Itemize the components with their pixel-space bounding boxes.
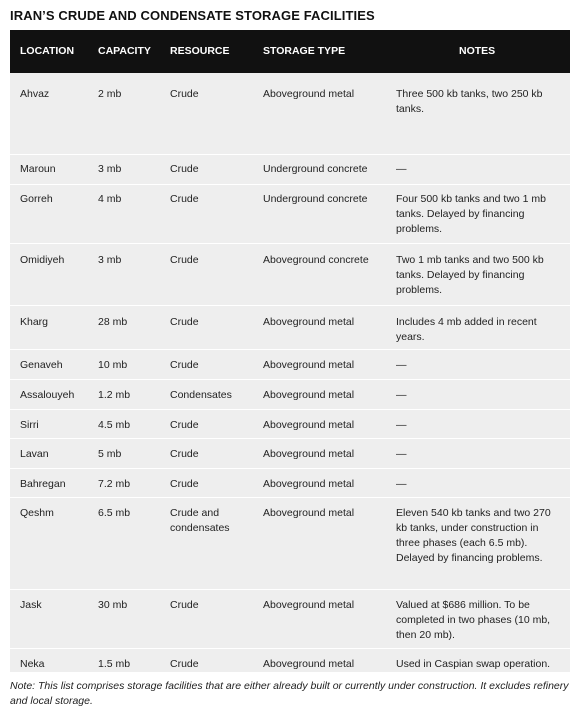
cell-notes: —	[396, 478, 407, 490]
table-row	[10, 410, 570, 439]
storage-facilities-table	[10, 30, 570, 672]
cell-capacity: 1.2 mb	[98, 389, 131, 401]
cell-capacity: 3 mb	[98, 163, 122, 175]
cell-notes: —	[396, 419, 407, 431]
cell-resource: Crude	[170, 316, 199, 328]
cell-location: Qeshm	[20, 507, 54, 519]
cell-notes: Four 500 kb tanks and two 1 mb tanks. Delayed by financing problems.	[396, 193, 546, 235]
cell-location: Omidiyeh	[20, 254, 65, 266]
cell-resource: Crude	[170, 254, 199, 266]
cell-capacity: 4.5 mb	[98, 419, 131, 431]
cell-capacity: 10 mb	[98, 359, 128, 371]
cell-resource: Crude	[170, 448, 199, 460]
cell-location: Kharg	[20, 316, 49, 328]
cell-location: Sirri	[20, 419, 39, 431]
cell-resource: Crude	[170, 163, 199, 175]
table-row	[10, 244, 570, 306]
cell-storage-type: Underground concrete	[263, 193, 368, 205]
cell-notes: Used in Caspian swap operation.	[396, 658, 551, 670]
cell-capacity: 5 mb	[98, 448, 122, 460]
header-storage-type: STORAGE TYPE	[263, 45, 346, 57]
table-title: IRAN’S CRUDE AND CONDENSATE STORAGE FACILITIES	[10, 8, 375, 23]
header-notes: NOTES	[459, 45, 496, 57]
table-row	[10, 469, 570, 498]
cell-location: Lavan	[20, 448, 49, 460]
header-location: LOCATION	[20, 45, 75, 57]
cell-location: Jask	[20, 599, 42, 611]
cell-resource: Crude	[170, 359, 199, 371]
cell-storage-type: Aboveground metal	[263, 359, 355, 371]
cell-storage-type: Aboveground concrete	[263, 254, 369, 266]
table-row	[10, 306, 570, 350]
cell-capacity: 1.5 mb	[98, 658, 131, 670]
cell-capacity: 7.2 mb	[98, 478, 131, 490]
cell-storage-type: Aboveground metal	[263, 316, 355, 328]
cell-notes: Valued at $686 million. To be completed in two phases (10 mb, then 20 mb).	[396, 599, 551, 641]
cell-resource: Crude	[170, 478, 199, 490]
cell-location: Gorreh	[20, 193, 53, 205]
header-capacity: CAPACITY	[98, 45, 151, 57]
cell-resource: Crude	[170, 193, 199, 205]
table-header-row	[10, 30, 570, 73]
table-row	[10, 73, 570, 155]
cell-location: Genaveh	[20, 359, 63, 371]
table-row	[10, 498, 570, 590]
cell-capacity: 28 mb	[98, 316, 128, 328]
cell-capacity: 3 mb	[98, 254, 122, 266]
cell-notes: Includes 4 mb added in recent years.	[396, 316, 537, 343]
cell-notes: —	[396, 163, 407, 175]
cell-resource: Crude	[170, 88, 199, 100]
cell-capacity: 2 mb	[98, 88, 122, 100]
cell-notes: —	[396, 448, 407, 460]
cell-capacity: 30 mb	[98, 599, 128, 611]
table-footnote: Note: This list comprises storage facilities that are either already built or currently under construction. It excludes refinery and local storage.	[10, 680, 569, 707]
table-row	[10, 649, 570, 672]
cell-storage-type: Aboveground metal	[263, 599, 355, 611]
table-row	[10, 439, 570, 469]
table-row	[10, 590, 570, 649]
table-row	[10, 350, 570, 380]
cell-notes: Two 1 mb tanks and two 500 kb tanks. Delayed by financing problems.	[396, 254, 544, 296]
cell-storage-type: Aboveground metal	[263, 88, 355, 100]
cell-storage-type: Aboveground metal	[263, 448, 355, 460]
cell-capacity: 4 mb	[98, 193, 122, 205]
cell-location: Maroun	[20, 163, 56, 175]
cell-storage-type: Underground concrete	[263, 163, 368, 175]
table-row	[10, 155, 570, 185]
cell-storage-type: Aboveground metal	[263, 478, 355, 490]
header-resource: RESOURCE	[170, 45, 230, 57]
cell-storage-type: Aboveground metal	[263, 419, 355, 431]
cell-resource: Crude	[170, 419, 199, 431]
cell-notes: Three 500 kb tanks, two 250 kb tanks.	[396, 88, 543, 115]
cell-capacity: 6.5 mb	[98, 507, 131, 519]
cell-resource: Crude	[170, 599, 199, 611]
table-row	[10, 185, 570, 244]
cell-location: Bahregan	[20, 478, 66, 490]
cell-location: Assalouyeh	[20, 389, 75, 401]
cell-storage-type: Aboveground metal	[263, 507, 355, 519]
cell-location: Ahvaz	[20, 88, 50, 100]
table-row	[10, 380, 570, 410]
cell-resource: Condensates	[170, 389, 232, 401]
cell-notes: —	[396, 389, 407, 401]
cell-location: Neka	[20, 658, 45, 670]
cell-storage-type: Aboveground metal	[263, 658, 355, 670]
cell-resource: Crude and condensates	[170, 507, 230, 534]
cell-notes: —	[396, 359, 407, 371]
cell-storage-type: Aboveground metal	[263, 389, 355, 401]
cell-resource: Crude	[170, 658, 199, 670]
cell-notes: Eleven 540 kb tanks and two 270 kb tanks, under construction in three phases (each 6.5 mb). Delayed by financing problems.	[396, 507, 551, 564]
